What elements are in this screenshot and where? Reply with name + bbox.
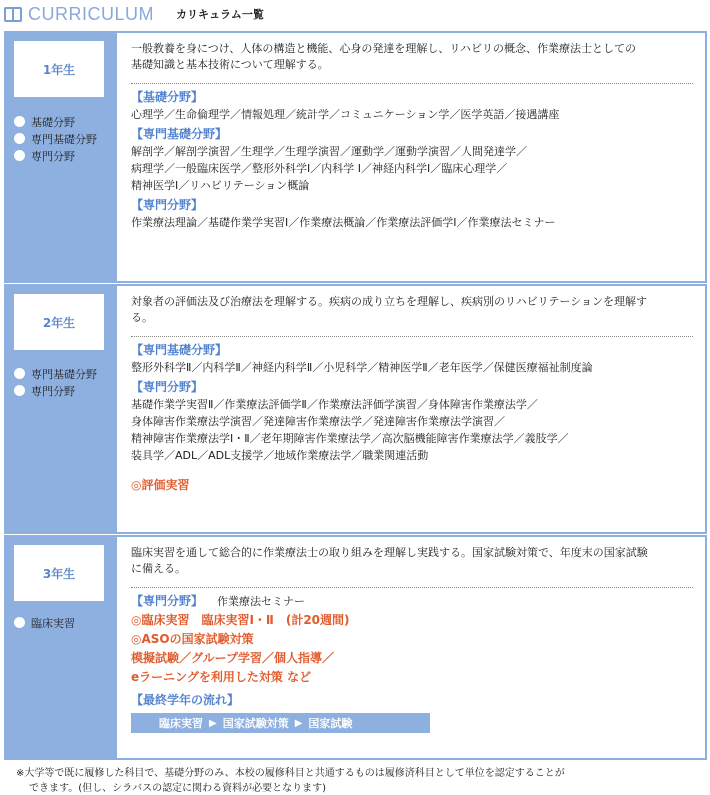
section-heading: 【専門分野】 作業療法セミナー bbox=[131, 594, 306, 608]
year-intro: 対象者の評価法及び治療法を理解する。疾病の成り立ちを理解し、疾病別のリハビリテーションを理解す る。 bbox=[131, 295, 648, 324]
year-label: 3年生 bbox=[14, 545, 104, 601]
page-subtitle: カリキュラム一覧 bbox=[176, 8, 264, 21]
category-item: 専門分野 bbox=[14, 147, 97, 164]
section-heading: 【最終学年の流れ】 bbox=[131, 693, 240, 707]
bullet-icon bbox=[14, 385, 25, 396]
category-list bbox=[14, 365, 97, 399]
final-year-flow bbox=[131, 713, 430, 733]
category-item: 専門分野 bbox=[14, 382, 97, 399]
year-intro: 臨床実習を通して総合的に作業療法士の取り組みを理解し実践する。国家試験対策で、年度末の国家試験 に備える。 bbox=[131, 546, 648, 575]
year-2-section bbox=[4, 284, 707, 534]
category-list bbox=[14, 113, 97, 164]
course-list: 作業療法理論／基礎作業学実習Ⅰ／作業療法概論／作業療法評価学Ⅰ／作業療法セミナー bbox=[131, 216, 556, 229]
section-heading: 【専門基礎分野】 bbox=[131, 343, 228, 357]
year-3-sidebar bbox=[4, 535, 115, 760]
year-label: 2年生 bbox=[14, 294, 104, 350]
flow-step: 臨床実習 bbox=[159, 717, 203, 730]
flow-step: 国家試験 bbox=[308, 717, 353, 730]
highlight-item: ◎ASOの国家試験対策 bbox=[131, 632, 254, 646]
book-icon bbox=[4, 7, 22, 22]
arrow-right-icon: ▶ bbox=[209, 717, 217, 729]
course-list: 基礎作業学実習Ⅱ／作業療法評価学Ⅱ／作業療法評価学演習／身体障害作業療法学／ 身体障害作業療法学演習／発達障害作業療法学／発達障害作業療法学演習／ 精神障害作業療法学Ⅰ・Ⅱ／老年期障害作業療法学／高次脳機能障害作業療法学／義肢学／ 装具学／ADL／ADL支援学／地域作業療法学／職業関連活動 bbox=[131, 398, 569, 462]
year-2-content bbox=[117, 286, 705, 532]
arrow-right-icon: ▶ bbox=[294, 717, 303, 729]
category-item: 臨床実習 bbox=[14, 614, 75, 631]
highlight-list bbox=[131, 611, 693, 687]
highlight-item: 模擬試験／グループ学習／個人指導／ bbox=[131, 651, 335, 665]
year-3-content bbox=[117, 537, 705, 758]
category-list bbox=[14, 614, 75, 631]
bullet-icon bbox=[14, 617, 25, 628]
bullet-icon bbox=[14, 150, 25, 161]
category-item: 専門基礎分野 bbox=[14, 365, 97, 382]
divider bbox=[131, 587, 693, 588]
bullet-icon bbox=[14, 116, 25, 127]
year-2-sidebar bbox=[4, 284, 115, 534]
year-1-content bbox=[117, 33, 705, 281]
highlight-item: ◎臨床実習 臨床実習Ⅰ・Ⅱ (計20週間) bbox=[131, 613, 350, 627]
section-heading: 【専門分野】 bbox=[131, 198, 204, 212]
year-intro: 一般教養を身につけ、人体の構造と機能、心身の発達を理解し、リハビリの概念、作業療法士としての 基礎知識と基本技術について理解する。 bbox=[131, 42, 637, 71]
section-heading: 【専門分野】 bbox=[131, 380, 204, 394]
year-1-sidebar bbox=[4, 31, 115, 283]
flow-step: 国家試験対策 bbox=[222, 717, 289, 730]
header bbox=[4, 2, 264, 26]
course-list: 解剖学／解剖学演習／生理学／生理学演習／運動学／運動学演習／人間発達学／ 病理学／一般臨床医学／整形外科学Ⅰ／内科学 Ⅰ／神経内科学Ⅰ／臨床心理学／ 精神医学Ⅰ／リハビリテーション概論 bbox=[131, 145, 527, 192]
divider bbox=[131, 83, 693, 84]
bullet-icon bbox=[14, 133, 25, 144]
section-heading: 【基礎分野】 bbox=[131, 90, 204, 104]
year-3-section bbox=[4, 535, 707, 760]
highlight-item: eラーニングを利用した対策 など bbox=[131, 670, 312, 684]
course-inline: 作業療法セミナー bbox=[217, 595, 306, 608]
evaluation-practice: ◎評価実習 bbox=[131, 478, 190, 492]
divider bbox=[131, 336, 693, 337]
course-list: 心理学／生命倫理学／情報処理／統計学／コミュニケーション学／医学英語／接遇講座 bbox=[131, 108, 560, 121]
year-1-section bbox=[4, 31, 707, 283]
year-label: 1年生 bbox=[14, 41, 104, 97]
footnote: ※大学等で既に履修した科目で、基礎分野のみ、本校の履修科目と共通するものは履修済科目として単位を認定することが できます。(但し、シラバスの認定に関わる資料が必要となります) bbox=[16, 768, 565, 794]
section-heading: 【専門基礎分野】 bbox=[131, 127, 228, 141]
category-item: 基礎分野 bbox=[14, 113, 97, 130]
course-list: 整形外科学Ⅱ／内科学Ⅱ／神経内科学Ⅱ／小児科学／精神医学Ⅱ／老年医学／保健医療福祉制度論 bbox=[131, 361, 593, 374]
bullet-icon bbox=[14, 368, 25, 379]
page-title: CURRICULUM bbox=[28, 3, 154, 24]
category-item: 専門基礎分野 bbox=[14, 130, 97, 147]
